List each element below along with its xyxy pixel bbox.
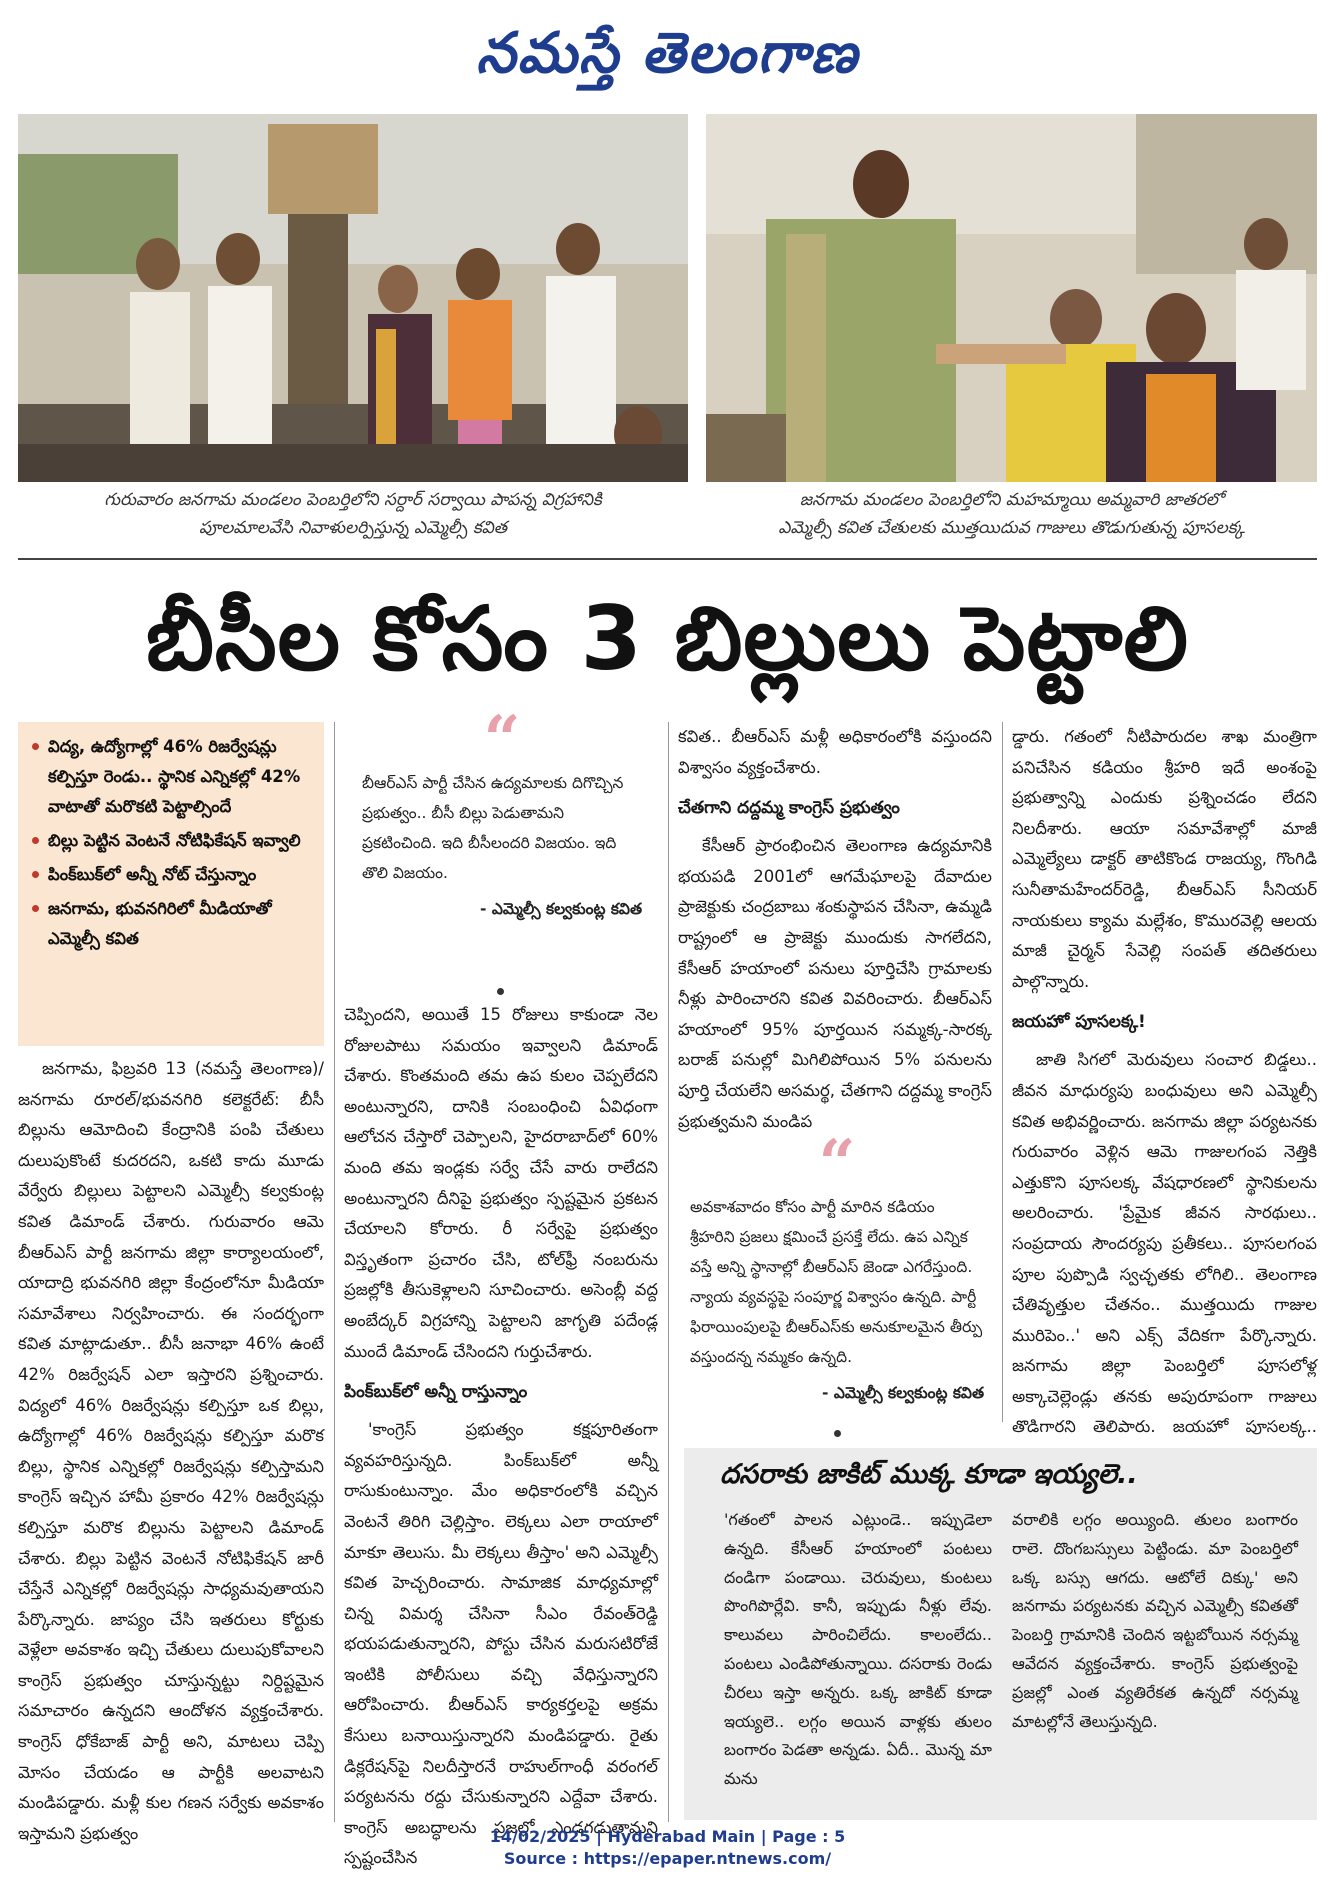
photo-right bbox=[706, 114, 1317, 482]
photo-left bbox=[18, 114, 688, 482]
article-subhead: చేతగాని దద్దమ్మ కాంగ్రెస్ ప్రభుత్వం bbox=[678, 798, 900, 819]
column-rule bbox=[334, 722, 335, 1822]
caption-line: పూలమాలవేసి నివాళులర్పిస్తున్న ఎమ్మెల్సీ కవిత bbox=[198, 518, 508, 538]
caption-line: జనగామ మండలం పెంబర్తిలోని మహమ్మాయి అమ్మవారి జాతరలో bbox=[799, 490, 1224, 510]
pull-quote bbox=[362, 702, 642, 988]
quote-mark-icon: “ bbox=[818, 1126, 856, 1201]
article-column-3 bbox=[678, 722, 992, 1137]
pull-quote bbox=[690, 1126, 984, 1420]
masthead bbox=[0, 8, 1335, 98]
footer-edition: 14/02/2025 | Hyderabad Main | Page : 5 bbox=[489, 1827, 846, 1846]
article-column-1 bbox=[18, 1054, 324, 1849]
article-paragraph: చెప్పిందని, అయితే 15 రోజులు కాకుండా నెల రోజులపాటు సమయం ఇవ్వాలని డిమాండ్ చేశారు. కొంతమంది తమ ఉప కులం చెప్పలేదని అంటున్నారని, దానికి సంబంధించి ఏవిధంగా ఆలోచన చేస్తారో చెప్పాలని, హైదరాబాద్‌లో 60% మంది తమ ఇండ్లకు సర్వే చేసే వారు రాలేదని అంటున్నారని దీనిపై ప్రభుత్వం స్పష్టమైన ప్రకటన చేయాలని కోరారు. రీ సర్వేపై ప్రభుత్వం విస్తృతంగా ప్రచారం చేసి, టోల్‌ఫ్రీ నంబరును ప్రజల్లోకి తీసుకెళ్లాలని సూచించారు. అసెంబ్లీ వద్ద అంబేద్కర్ విగ్రహాన్ని పెట్టాలని జాగృతి పదేండ్ల ముందే డిమాండ్ చేసిందని గుర్తుచేశారు. bbox=[344, 1005, 658, 1361]
photo-left-caption bbox=[18, 486, 688, 542]
quote-attribution: - ఎమ్మెల్సీ కల్వకుంట్ల కవిత bbox=[822, 1384, 984, 1402]
column-rule bbox=[1002, 722, 1003, 1422]
sidebar-box-title: దసరాకు జాకిట్ ముక్క కూడా ఇయ్యలె.. bbox=[720, 1459, 1138, 1490]
quote-text: అవకాశవాదం కోసం పార్టీ మారిన కడియం శ్రీహరిని ప్రజలు క్షమించే ప్రసక్తే లేదు. ఉప ఎన్నిక వస్తే అన్ని స్థానాల్లో బీఆర్ఎస్ జెండా ఎగరేస్తుంది. న్యాయ వ్యవస్థపై సంపూర్ణ విశ్వాసం ఉన్నది. పార్టీ ఫిరాయింపులపై బీఆర్ఎస్‌కు అనుకూలమైన తీర్పు వస్తుందన్న నమ్మకం ఉన్నది. bbox=[690, 1198, 983, 1366]
footer-source-link[interactable]: Source : https://epaper.ntnews.com/ bbox=[503, 1849, 832, 1868]
quote-dot-icon bbox=[834, 1430, 841, 1437]
divider bbox=[18, 558, 1317, 560]
article-paragraph: కేసీఆర్ ప్రారంభించిన తెలంగాణ ఉద్యమానికి భయపడి 2001లో ఆగమేఘాలపై దేవాదుల ప్రాజెక్టుకు చంద్రబాబు శంకుస్థాపన చేసినా, ఉమ్మడి రాష్ట్రంలో ఆ ప్రాజెక్టు ముందుకు సాగలేదని, కేసీఆర్ హయాంలో పనులు పూర్తిచేసి గ్రామాలకు నీళ్లు పారించారని కవిత వివరించారు. బీఆర్ఎస్ హయాంలో 95% పూర్తయిన సమ్మక్క-సారక్క బరాజ్ పనుల్లో మిగిలిపోయిన 5% పనులను పూర్తి చేయలేని అసమర్థ, చేతగాని దద్దమ్మ కాంగ్రెస్ ప్రభుత్వమని మండిప bbox=[678, 836, 992, 1131]
quote-mark-icon: “ bbox=[483, 702, 521, 777]
caption-line: ఎమ్మెల్సీ కవిత చేతులకు ముత్తయిదువ గాజులు తొడుగుతున్న పూసలక్క bbox=[778, 518, 1245, 538]
highlight-item: జనగామ, భువనగిరిలో మీడియాతో ఎమ్మెల్సీ కవిత bbox=[32, 894, 312, 954]
article-column-4 bbox=[1012, 722, 1317, 1474]
article-subhead: పింక్‌బుక్‌లో అన్నీ రాస్తున్నాం bbox=[344, 1382, 528, 1403]
caption-line: గురువారం జనగామ మండలం పెంబర్తిలోని సర్దార్ సర్వాయి పాపన్న విగ్రహానికి bbox=[104, 490, 602, 510]
article-column-2 bbox=[344, 1000, 658, 1874]
footer bbox=[0, 1826, 1335, 1870]
sidebar-box-column: 'గతంలో పాలన ఎట్లుండె.. ఇప్పుడెలా ఉన్నది. కేసీఆర్ హయాంలో పంటలు దండిగా పండాయి. చెరువులు, కుంటలు పొంగిపొర్లేవి. కానీ, ఇప్పుడు నీళ్లు లేవు. కాలువలు పారించిలేదు. కాలంలేదు.. పంటలు ఎండిపోతున్నాయి. దసరాకు రెండు చీరలు ఇస్తా అన్నరు. ఒక్క జాకిట్ కూడా ఇయ్యలె.. లగ్గం అయిన వాళ్లకు తులం బంగారం పెడతా అన్నడు. ఏదీ.. మొన్న మా మను bbox=[724, 1510, 992, 1789]
highlight-item: బిల్లు పెట్టిన వెంటనే నోటిఫికేషన్ ఇవ్వాలి bbox=[32, 826, 312, 856]
highlights-box bbox=[18, 722, 324, 1046]
highlight-item: విద్య, ఉద్యోగాల్లో 46% రిజర్వేషన్లు కల్పిస్తూ రెండు.. స్థానిక ఎన్నికల్లో 42% వాటాతో మరొకటి పెట్టాల్సిందే bbox=[32, 732, 312, 822]
column-rule bbox=[668, 722, 669, 1822]
photo-left-image bbox=[18, 114, 688, 482]
article-paragraph: జనగామ, ఫిబ్రవరి 13 (నమస్తే తెలంగాణ)/జనగామ రూరల్/భువనగిరి కలెక్టరేట్: బీసీ బిల్లును ఆమోదించి కేంద్రానికి పంపి చేతులు దులుపుకొంటే కుదరదని, ఒకటి కాదు మూడు వేర్వేరు బిల్లులు పెట్టాలని ఎమ్మెల్సీ కల్వకుంట్ల కవిత డిమాండ్ చేశారు. గురువారం ఆమె బీఆర్ఎస్ పార్టీ జనగామ జిల్లా కార్యాలయంలో, యాదాద్రి భువనగిరి జిల్లా కేంద్రంలోనూ మీడియా సమావేశాలు నిర్వహించారు. ఈ సందర్భంగా కవిత మాట్లాడుతూ.. బీసీ జనాభా 46% ఉంటే 42% రిజర్వేషన్ ఎలా ఇస్తారని ప్రశ్నించారు. విద్యలో 46% రిజర్వేషన్లు కల్పిస్తూ ఒక బిల్లు, ఉద్యోగాల్లో 46% రిజర్వేషన్లు కల్పిస్తూ మరొక బిల్లు, స్థానిక ఎన్నికల్లో రిజర్వేషన్లు కల్పిస్తామని కాంగ్రెస్ ఇచ్చిన హామీ ప్రకారం 42% రిజర్వేషన్లు కల్పిస్తూ మరొక బిల్లును పెట్టాలని డిమాండ్ చేశారు. బిల్లు పెట్టిన వెంటనే నోటిఫికేషన్ జారీ చేస్తేనే ఎన్నికల్లో రిజర్వేషన్లు సాధ్యమవుతాయని పేర్కొన్నారు. జాప్యం చేసి ఇతరులు కోర్టుకు వెళ్లేలా అవకాశం ఇచ్చి చేతులు దులుపుకోవాలని కాంగ్రెస్ ప్రభుత్వం చూస్తున్నట్టు నిర్దిష్టమైన సమాచారం ఉన్నదని ఆందోళన వ్యక్తంచేశారు. కాంగ్రెస్ ధోకేబాజ్ పార్టీ అని, మాటలు చెప్పి మోసం చేయడం ఆ పార్టీకి అలవాటని మండిపడ్డారు. మళ్లీ కుల గణన సర్వేకు అవకాశం ఇస్తామని ప్రభుత్వం bbox=[18, 1059, 324, 1843]
article-paragraph: 'కాంగ్రెస్ ప్రభుత్వం కక్షపూరితంగా వ్యవహరిస్తున్నది. పింక్‌బుక్‌లో అన్నీ రాసుకుంటున్నాం. మేం అధికారంలోకి వచ్చిన వెంటనే తిరిగి చెల్లిస్తాం. లెక్కలు ఎలా రాయాలో మాకూ తెలుసు. మీ లెక్కలు తీస్తాం' అని ఎమ్మెల్సీ కవిత హెచ్చరించారు. సామాజిక మాధ్యమాల్లో చిన్న విమర్శ చేసినా సీఎం రేవంత్‌రెడ్డి భయపడుతున్నారని, పోస్టు చేసిన మరుసటిరోజే ఇంటికి పోలీసులు వచ్చి వేధిస్తున్నారని ఆరోపించారు. బీఆర్ఎస్ కార్యకర్తలపై అక్రమ కేసులు బనాయిస్తున్నారని మండిపడ్డారు. రైతు డిక్లరేషన్‌పై నిలదీస్తారనే రాహుల్‌గాంధీ వరంగల్ పర్యటనను రద్దు చేసుకున్నారని ఎద్దేవా చేశారు. కాంగ్రెస్ అబద్ధాలను ప్రజల్లో ఎండగడుతామని స్పష్టంచేసిన bbox=[344, 1420, 658, 1868]
main-headline: బీసీల కోసం 3 బిల్లులు పెట్టాలి bbox=[146, 587, 1189, 690]
article-paragraph: డ్డారు. గతంలో నీటిపారుదల శాఖ మంత్రిగా పనిచేసిన కడియం శ్రీహరి ఇదే అంశంపై ప్రభుత్వాన్ని ఎందుకు ప్రశ్నించడం లేదని నిలదీశారు. ఆయా సమావేశాల్లో మాజీ ఎమ్మెల్యేలు డాక్టర్ తాటికొండ రాజయ్య, గొంగిడి సునీతామహేందర్‌రెడ్డి, బీఆర్ఎస్ సీనియర్ నాయకులు క్యామ మల్లేశం, కొమురవెల్లి ఆలయ మాజీ చైర్మన్ సేవెల్లి సంపత్ తదితరులు పాల్గొన్నారు. bbox=[1012, 727, 1317, 991]
article-subhead: జయహో పూసలక్క! bbox=[1012, 1012, 1146, 1033]
sidebar-box-column: వరాలికి లగ్గం అయ్యింది. తులం బంగారం రాలె. దొంగబస్సులు పెట్టిండు. మా పెంబర్తిలో ఒక్క బస్సు ఆగదు. ఆటోలే దిక్కు' అని జనగామ పర్యటనకు వచ్చిన ఎమ్మెల్సీ కవితతో పెంబర్తి గ్రామానికి చెందిన ఇట్టబోయిన నర్సమ్మ ఆవేదన వ్యక్తంచేశారు. కాంగ్రెస్ ప్రభుత్వంపై ప్రజల్లో ఎంత వ్యతిరేకత ఉన్నదో నర్సమ్మ మాటల్లోనే తెలుస్తున్నది. bbox=[1012, 1510, 1298, 1731]
photo-right-image bbox=[706, 114, 1317, 482]
photo-right-caption bbox=[706, 486, 1317, 542]
highlight-item: పింక్‌బుక్‌లో అన్నీ నోట్ చేస్తున్నాం bbox=[32, 860, 312, 890]
sidebar-box bbox=[684, 1448, 1317, 1820]
quote-dot-icon bbox=[497, 988, 504, 995]
newspaper-logo: నమస్తే తెలంగాణ bbox=[476, 20, 859, 86]
quote-text: బీఆర్ఎస్ పార్టీ చేసిన ఉద్యమాలకు దిగొచ్చిన ప్రభుత్వం.. బీసీ బిల్లు పెడుతామని ప్రకటించింది. ఇది బీసీలందరి విజయం. ఇది తొలి విజయం. bbox=[362, 774, 624, 882]
article-paragraph: కవిత.. బీఆర్ఎస్ మళ్లీ అధికారంలోకి వస్తుందని విశ్వాసం వ్యక్తంచేశారు. bbox=[678, 727, 992, 777]
article-paragraph: జాతి సిగలో మెరువులు సంచార బిడ్డలు.. జీవన మాధుర్యపు బంధువులు అని ఎమ్మెల్సీ కవిత అభివర్ణించారు. జనగామ జిల్లా పర్యటనకు గురువారం వెళ్లిన ఆమె గాజులగంప నెత్తికి ఎత్తుకొని పూసలక్క వేషధారణలో స్థానికులను అలరించారు. 'ప్రేమైక జీవన సారథులు.. సంప్రదాయ సౌందర్యపు ప్రతీకలు.. పూసలగంప పూల పుప్పొడి స్వచ్ఛతకు లోగిలి.. తెలంగాణ చేతివృత్తుల చేతనం.. ముత్తయిదు గాజుల మురిపెం..' అని ఎక్స్ వేదికగా పేర్కొన్నారు. జనగామ జిల్లా పెంబర్తిలో పూసలోళ్ల అక్కాచెల్లెండ్లు తనకు అపురూపంగా గాజులు తొడిగారని తెలిపారు. జయహో పూసలక్క.. bbox=[1012, 1050, 1317, 1437]
quote-attribution: - ఎమ్మెల్సీ కల్వకుంట్ల కవిత bbox=[480, 900, 642, 918]
